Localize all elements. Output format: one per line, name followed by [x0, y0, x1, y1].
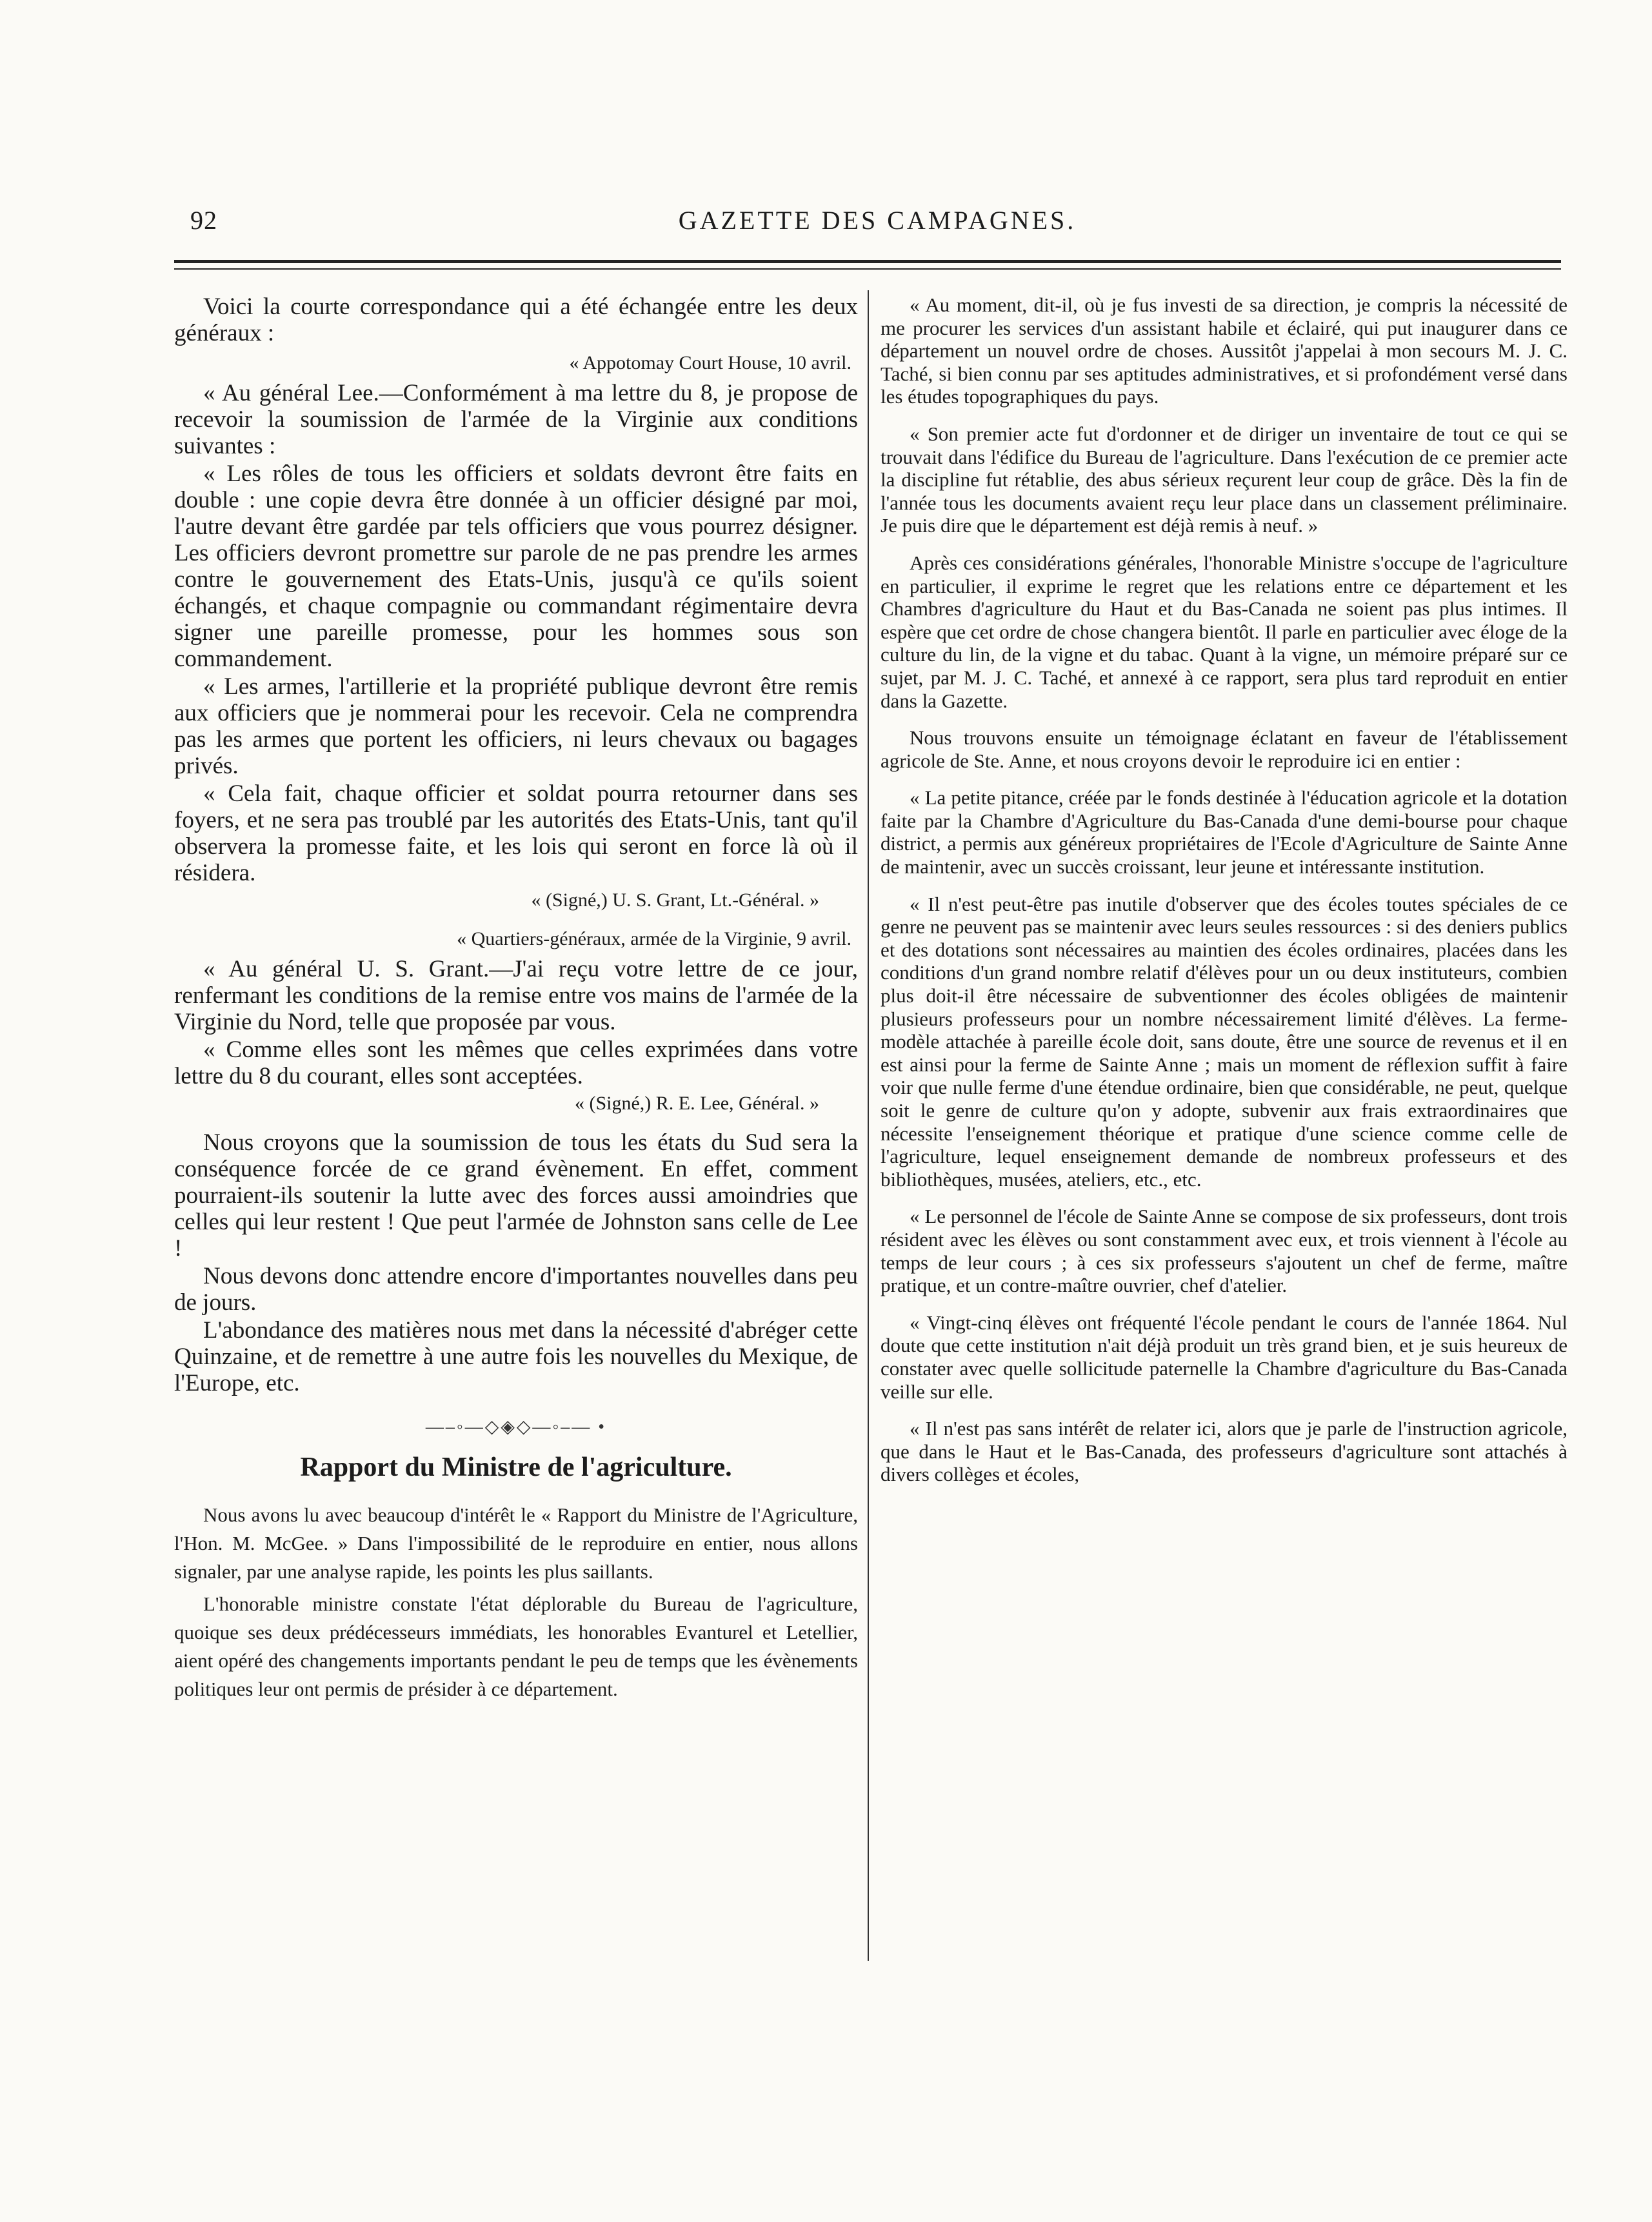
letter2-dateline: « Quartiers-généraux, armée de la Virginie, 9 avril.: [457, 928, 851, 949]
letter1-paragraph: « Au général Lee.—Conformément à ma lettre du 8, je propose de recevoir la soumission de l'armée de la Virginie aux conditions suivantes :: [174, 380, 858, 459]
rapport-paragraph: « Vingt-cinq élèves ont fréquenté l'école pendant le cours de l'année 1864. Nul doute que cette institution n'ait déjà produit un très grand bien, et je suis heureux de constater avec quelle sollicitude paternelle la Chambre d'agriculture du Bas-Canada veille sur elle.: [881, 1311, 1567, 1403]
letter1-paragraph: « Les rôles de tous les officiers et soldats devront être faits en double : une copie devra être donnée à un officier désigné par moi, l'autre devant être gardée par tels officiers que vous pourrez désigner. Les officiers devront promettre sur parole de ne pas prendre les armes contre le gouvernement des Etats-Unis, jusqu'à ce qu'ils soient échangés, et chaque compagnie ou commandant régimentaire devra signer une pareille promesse, pour les hommes sous son commandement.: [174, 461, 858, 672]
right-column: [881, 293, 1567, 1486]
letter1-paragraph: « Cela fait, chaque officier et soldat pourra retourner dans ses foyers, et ne sera pas troublé par les autorités des Etats-Unis, tant qu'il observera la promesse faite, et les lois qui seront en force là où il résidera.: [174, 780, 858, 886]
section-title: Rapport du Ministre de l'agriculture.: [300, 1453, 732, 1482]
column-divider: [868, 290, 869, 1961]
correspondence-intro: Voici la courte correspondance qui a été échangée entre les deux généraux :: [174, 293, 858, 346]
header-rule-thin: [174, 268, 1561, 270]
header-rule-thick: [174, 260, 1561, 263]
letter1-paragraph: « Les armes, l'artillerie et la propriété publique devront être remis aux officiers que je nommerai pour les recevoir. Cela ne comprendra pas les armes que portent les officiers, ni leurs chevaux ou bagages privés.: [174, 673, 858, 779]
letter1-signature: « (Signé,) U. S. Grant, Lt.-Général. »: [531, 889, 819, 911]
rapport-paragraph: Après ces considérations générales, l'honorable Ministre s'occupe de l'agriculture en particulier, il exprime le regret que les relations entre ce département et les Chambres d'agriculture du Haut et du Bas-Canada ne soient pas plus intimes. Il espère que cet ordre de chose changera bientôt. Il parle en particulier avec éloge de la culture du lin, de la vigne et du tabac. Quant à la vigne, un mémoire préparé sur ce sujet, par M. J. C. Taché, et annexé à ce rapport, sera plus tard reproduit en entier dans la Gazette.: [881, 551, 1567, 712]
rapport-paragraph: « Son premier acte fut d'ordonner et de diriger un inventaire de tout ce qui se trouvait dans l'édifice du Bureau de l'agriculture. Dans l'exécution de ce premier acte la discipline fut rétablie, des abus sérieux reçurent leur coup de grâce. Dès la fin de l'année tous les documents avaient reçu leur place dans un classement préliminaire. Je puis dire que le département est déjà remis à neuf. »: [881, 422, 1567, 537]
rapport-paragraph: Nous trouvons ensuite un témoignage éclatant en faveur de l'établissement agricole de Ste. Anne, et nous croyons devoir le reproduire ici en entier :: [881, 726, 1567, 772]
letter2-paragraph: « Comme elles sont les mêmes que celles exprimées dans votre lettre du 8 du courant, elles sont acceptées.: [174, 1037, 858, 1089]
section-ornament: —–◦—◇◈◇—◦–— •: [425, 1417, 607, 1437]
rapport-paragraph: « Il n'est peut-être pas inutile d'observer que des écoles toutes spéciales de ce genre ne peuvent pas se maintenir avec leurs seules ressources : si des deniers publics et des dotations sont nécessaires au maintien des écoles ordinaires, placées dans les conditions d'un grand nombre relatif d'élèves pour un ou deux instituteurs, combien plus doit-il être nécessaire de subventionner des écoles obligées de maintenir plusieurs professeurs pour un nombre nécessairement limité d'élèves. La ferme-modèle attachée à pareille école doit, sans doute, être une source de revenus et il en est ainsi pour la ferme de Sainte Anne ; mais un moment de réflexion suffit à faire voir que nulle ferme d'une étendue ordinaire, bien que considérable, ne peut, quelque soit le genre de culture qu'on y adopte, subvenir aux frais extraordinaires que nécessite l'enseignement théorique et pratique d'une science comme celle de l'agriculture, lequel enseignement demande de nombreux professeurs et des bibliothèques, musées, ateliers, etc., etc.: [881, 892, 1567, 1191]
rapport-paragraph: « Il n'est pas sans intérêt de relater ici, alors que je parle de l'instruction agricole, que dans le Haut et le Bas-Canada, des professeurs d'agriculture sont attachés à divers collèges et écoles,: [881, 1417, 1567, 1486]
commentary-paragraph: L'abondance des matières nous met dans la nécessité d'abréger cette Quinzaine, et de remettre à une autre fois les nouvelles du Mexique, de l'Europe, etc.: [174, 1317, 858, 1396]
rapport-paragraph: Nous avons lu avec beaucoup d'intérêt le « Rapport du Ministre de l'Agriculture, l'Hon. M. McGee. » Dans l'impossibilité de le reproduire en entier, nous allons signaler, par une analyse rapide, les points les plus saillants.: [174, 1503, 858, 1583]
left-column: [174, 293, 858, 1703]
letter1-dateline: « Appotomay Court House, 10 avril.: [569, 352, 851, 373]
running-title: GAZETTE DES CAMPAGNES.: [678, 206, 1077, 235]
letter2-signature: « (Signé,) R. E. Lee, Général. »: [574, 1093, 819, 1114]
letter2-paragraph: « Au général U. S. Grant.—J'ai reçu votre lettre de ce jour, renfermant les conditions de la remise entre vos mains de l'armée de la Virginie du Nord, telle que proposée par vous.: [174, 956, 858, 1035]
commentary-paragraph: Nous croyons que la soumission de tous les états du Sud sera la conséquence forcée de ce grand évènement. En effet, comment pourraient-ils soutenir la lutte avec des forces aussi amoindries que celles qui leur restent ! Que peut l'armée de Johnston sans celle de Lee !: [174, 1129, 858, 1262]
rapport-paragraph: « Au moment, dit-il, où je fus investi de sa direction, je compris la nécessité de me procurer les services d'un assistant habile et éclairé, qui put inaugurer dans ce département un nouvel ordre de choses. Aussitôt j'appelai à mon secours M. J. C. Taché, si bien connu par ses aptitudes administratives, et si profondément versé dans les études topographiques du pays.: [881, 293, 1567, 408]
page-header: [190, 205, 1564, 250]
rapport-paragraph: L'honorable ministre constate l'état déplorable du Bureau de l'agriculture, quoique ses deux prédécesseurs immédiats, les honorables Evanturel et Letellier, aient opéré des changements importants pendant le peu de temps que les évènements politiques leur ont permis de présider à ce département.: [174, 1592, 858, 1700]
rapport-paragraph: « La petite pitance, créée par le fonds destinée à l'éducation agricole et la dotation faite par la Chambre d'Agriculture du Bas-Canada d'une demi-bourse pour chaque district, a permis aux généreux propriétaires de l'Ecole d'Agriculture de Sainte Anne de maintenir, avec un succès croissant, leur jeune et intéressante institution.: [881, 786, 1567, 878]
page-number: 92: [190, 206, 217, 235]
rapport-paragraph: « Le personnel de l'école de Sainte Anne se compose de six professeurs, dont trois résident avec les élèves ou sont constamment avec eux, et trois viennent à l'école au temps de leur cours ; à ces six professeurs s'ajoutent un chef de ferme, maître pratique, et un contre-maître ouvrier, chef d'atelier.: [881, 1205, 1567, 1297]
commentary-paragraph: Nous devons donc attendre encore d'importantes nouvelles dans peu de jours.: [174, 1263, 858, 1316]
